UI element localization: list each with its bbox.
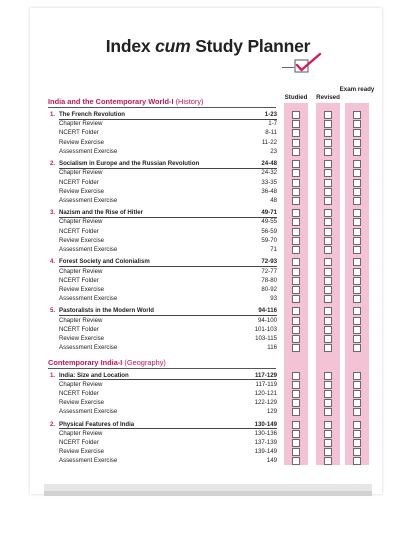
list-item: [48, 438, 277, 447]
chapter-number: 4.: [50, 258, 56, 266]
checkbox-icon[interactable]: [292, 307, 300, 315]
item-label: Assessment Exercise: [59, 457, 118, 465]
checkbox-icon[interactable]: [353, 129, 361, 137]
page-stack-edge: [44, 484, 372, 491]
checkbox-icon[interactable]: [353, 421, 361, 429]
list-item: [48, 389, 277, 398]
list-item: [48, 245, 277, 254]
item-pages: 94-100: [258, 316, 277, 324]
checkbox-icon[interactable]: [324, 307, 332, 315]
checkbox-icon[interactable]: [292, 246, 300, 254]
column-header-studied: Studied: [284, 94, 308, 101]
item-pages: 72-77: [261, 267, 277, 275]
item-pages: 49-55: [261, 218, 277, 226]
checkbox-icon[interactable]: [353, 457, 361, 465]
checkbox-icon[interactable]: [324, 344, 332, 352]
list-item: [48, 138, 277, 147]
checkbox-icon[interactable]: [324, 439, 332, 447]
checkbox-icon[interactable]: [292, 408, 300, 416]
checkbox-icon[interactable]: [292, 179, 300, 187]
checkbox-icon[interactable]: [324, 457, 332, 465]
item-label: NCERT Folder: [59, 178, 99, 186]
list-item: [48, 325, 277, 334]
item-pages: 80-92: [261, 285, 277, 293]
list-item: [48, 285, 277, 294]
item-label: Chapter Review: [59, 316, 103, 324]
checkbox-icon[interactable]: [292, 228, 300, 236]
checkbox-icon[interactable]: [353, 197, 361, 205]
item-label: Assessment Exercise: [59, 246, 118, 254]
checkbox-icon[interactable]: [324, 295, 332, 303]
checkbox-icon[interactable]: [292, 169, 300, 177]
item-pages: 23: [270, 147, 277, 155]
item-pages: 137-139: [254, 439, 277, 447]
checkbox-icon[interactable]: [353, 295, 361, 303]
checkbox-icon[interactable]: [292, 277, 300, 285]
checkbox-icon[interactable]: [324, 335, 332, 343]
list-item: [48, 196, 277, 205]
checkbox-icon[interactable]: [353, 335, 361, 343]
checkbox-icon[interactable]: [324, 129, 332, 137]
item-label: Chapter Review: [59, 429, 103, 437]
item-label: Chapter Review: [59, 120, 103, 128]
list-item: [48, 456, 277, 465]
checkbox-icon[interactable]: [292, 209, 300, 217]
checkbox-icon[interactable]: [353, 277, 361, 285]
chapter-title: India: Size and Location: [59, 371, 129, 379]
item-label: Review Exercise: [59, 399, 105, 407]
checkmark-box-icon: [294, 52, 322, 74]
item-label: Review Exercise: [59, 448, 105, 456]
chapter-pages: 117-129: [254, 371, 277, 379]
checkbox-icon[interactable]: [292, 120, 300, 128]
item-pages: 1-7: [268, 120, 277, 128]
chapter-number: 3.: [50, 209, 56, 217]
checkbox-icon[interactable]: [324, 218, 332, 226]
section-heading: India and the Contemporary World-I (History): [48, 97, 204, 106]
item-label: Assessment Exercise: [59, 408, 118, 416]
checkbox-icon[interactable]: [324, 139, 332, 147]
item-label: NCERT Folder: [59, 439, 99, 447]
checkbox-icon[interactable]: [292, 421, 300, 429]
item-label: Assessment Exercise: [59, 147, 118, 155]
column-header-exam-ready: Exam ready: [339, 86, 375, 93]
checkbox-icon[interactable]: [292, 268, 300, 276]
checkbox-icon[interactable]: [353, 139, 361, 147]
checkbox-icon[interactable]: [292, 139, 300, 147]
checkbox-icon[interactable]: [324, 179, 332, 187]
checkbox-icon[interactable]: [324, 317, 332, 325]
checkbox-icon[interactable]: [324, 326, 332, 334]
checkbox-icon[interactable]: [353, 120, 361, 128]
item-label: Chapter Review: [59, 218, 103, 226]
checkbox-icon[interactable]: [353, 344, 361, 352]
list-item: [48, 316, 277, 325]
checkbox-icon[interactable]: [353, 381, 361, 389]
chapter-number: 2.: [50, 420, 56, 428]
chapter-pages: 72-93: [261, 258, 277, 266]
checkbox-icon[interactable]: [324, 430, 332, 438]
item-label: Review Exercise: [59, 236, 105, 244]
checkbox-icon[interactable]: [324, 169, 332, 177]
checkbox-icon[interactable]: [292, 295, 300, 303]
page-title: Index cum Study Planner: [105, 36, 311, 56]
chapter-row: [48, 257, 277, 266]
item-label: Review Exercise: [59, 187, 105, 195]
checkbox-icon[interactable]: [292, 111, 300, 119]
checkbox-icon[interactable]: [353, 326, 361, 334]
checkbox-icon[interactable]: [292, 237, 300, 245]
checkbox-icon[interactable]: [353, 237, 361, 245]
item-pages: 59-70: [261, 236, 277, 244]
checkbox-icon[interactable]: [324, 286, 332, 294]
checkbox-icon[interactable]: [353, 390, 361, 398]
checkbox-icon[interactable]: [353, 399, 361, 407]
section-heading: Contemporary India-I (Geography): [48, 357, 166, 367]
checkbox-icon[interactable]: [353, 430, 361, 438]
item-label: NCERT Folder: [59, 389, 99, 397]
chapter-number: 5.: [50, 307, 56, 315]
checkbox-icon[interactable]: [324, 277, 332, 285]
checkbox-icon[interactable]: [353, 317, 361, 325]
list-item: [48, 380, 277, 389]
list-item: [48, 294, 277, 303]
chapter-row: [48, 159, 277, 168]
checkbox-icon[interactable]: [353, 372, 361, 380]
chapter-pages: 94-116: [258, 307, 277, 315]
checkbox-icon[interactable]: [353, 160, 361, 168]
list-item: [48, 187, 277, 196]
list-item: [48, 227, 277, 236]
list-item: [48, 217, 277, 226]
chapter-title: Socialism in Europe and the Russian Revolution: [59, 160, 200, 168]
item-pages: 56-59: [261, 227, 277, 235]
checkbox-icon[interactable]: [353, 209, 361, 217]
list-item: [48, 407, 277, 416]
chapter-row: [48, 420, 277, 429]
chapter-row: [48, 371, 277, 380]
item-pages: 122-129: [254, 399, 277, 407]
item-label: NCERT Folder: [59, 325, 99, 333]
chapter-row: [48, 306, 277, 315]
checkbox-icon[interactable]: [292, 317, 300, 325]
checkbox-icon[interactable]: [353, 246, 361, 254]
item-label: Chapter Review: [59, 169, 103, 177]
checkbox-icon[interactable]: [353, 307, 361, 315]
section-rule: [48, 107, 276, 108]
checkbox-icon[interactable]: [353, 448, 361, 456]
item-label: Chapter Review: [59, 380, 103, 388]
checkbox-icon[interactable]: [353, 169, 361, 177]
checkbox-icon[interactable]: [292, 197, 300, 205]
checkbox-icon[interactable]: [292, 457, 300, 465]
list-item: [48, 267, 277, 276]
item-label: NCERT Folder: [59, 227, 99, 235]
item-label: NCERT Folder: [59, 129, 99, 137]
checkbox-icon[interactable]: [324, 237, 332, 245]
item-pages: 139-149: [254, 448, 277, 456]
checkbox-icon[interactable]: [353, 258, 361, 266]
checkbox-icon[interactable]: [292, 390, 300, 398]
item-pages: 117-119: [255, 380, 277, 388]
item-pages: 130-136: [254, 429, 277, 437]
checkbox-icon[interactable]: [292, 258, 300, 266]
item-label: Review Exercise: [59, 138, 105, 146]
checkbox-icon[interactable]: [292, 372, 300, 380]
item-pages: 101-103: [254, 325, 277, 333]
list-item: [48, 447, 277, 456]
title-dash: [282, 67, 294, 68]
checkbox-icon[interactable]: [324, 228, 332, 236]
item-pages: 78-80: [261, 276, 277, 284]
checkbox-icon[interactable]: [292, 148, 300, 156]
item-pages: 103-115: [255, 335, 277, 343]
checkbox-icon[interactable]: [324, 408, 332, 416]
checkbox-icon[interactable]: [324, 209, 332, 217]
item-label: Assessment Exercise: [59, 196, 118, 204]
list-item: [48, 343, 277, 352]
checkbox-icon[interactable]: [353, 188, 361, 196]
checkbox-icon[interactable]: [292, 160, 300, 168]
list-item: [48, 429, 277, 438]
chapter-title: Pastoralists in the Modern World: [59, 307, 155, 315]
checkbox-icon[interactable]: [353, 268, 361, 276]
item-pages: 24-32: [261, 169, 277, 177]
list-item: [48, 168, 277, 177]
item-label: Assessment Exercise: [59, 295, 118, 303]
chapter-pages: 24-48: [261, 160, 277, 168]
checkbox-icon[interactable]: [353, 228, 361, 236]
checkbox-icon[interactable]: [324, 111, 332, 119]
list-item: [48, 128, 277, 137]
item-label: NCERT Folder: [59, 276, 99, 284]
list-item: [48, 178, 277, 187]
item-label: Chapter Review: [59, 267, 103, 275]
checkbox-icon[interactable]: [292, 399, 300, 407]
checkbox-icon[interactable]: [353, 408, 361, 416]
item-pages: 48: [270, 196, 277, 204]
checkbox-icon[interactable]: [324, 258, 332, 266]
checkbox-icon[interactable]: [324, 120, 332, 128]
chapter-title: Forest Society and Colonialism: [59, 258, 150, 266]
item-pages: 8-11: [265, 129, 277, 137]
item-pages: 33-35: [261, 178, 277, 186]
chapter-row: [48, 110, 277, 119]
item-pages: 71: [270, 246, 277, 254]
list-item: [48, 398, 277, 407]
checkbox-icon[interactable]: [324, 188, 332, 196]
checkbox-icon[interactable]: [292, 439, 300, 447]
chapter-number: 1.: [50, 111, 56, 118]
checkbox-icon[interactable]: [353, 286, 361, 294]
checkbox-icon[interactable]: [324, 246, 332, 254]
item-pages: 36-48: [261, 187, 277, 195]
checkbox-icon[interactable]: [324, 381, 332, 389]
chapter-row: [48, 208, 277, 217]
item-label: Assessment Exercise: [59, 344, 118, 352]
item-label: Review Exercise: [59, 335, 105, 343]
checkbox-icon[interactable]: [324, 448, 332, 456]
item-pages: 120-121: [254, 389, 277, 397]
item-pages: 129: [266, 408, 277, 416]
section-rule: [48, 368, 276, 369]
checkbox-icon[interactable]: [324, 421, 332, 429]
chapter-number: 2.: [50, 160, 56, 168]
checkbox-icon[interactable]: [353, 148, 361, 156]
list-item: [48, 236, 277, 245]
title-wrap: [0, 36, 416, 57]
checkbox-icon[interactable]: [292, 129, 300, 137]
checkbox-icon[interactable]: [292, 188, 300, 196]
column-header-revised: Revised: [316, 94, 340, 101]
checkbox-icon[interactable]: [353, 111, 361, 119]
chapter-number: 1.: [50, 371, 56, 379]
list-item: [48, 147, 277, 156]
chapter-title: Physical Features of India: [59, 420, 135, 428]
checkbox-icon[interactable]: [292, 381, 300, 389]
chapter-title: The French Revolution: [59, 111, 126, 118]
page-stack-edge-shadow: [44, 491, 372, 496]
checkbox-icon[interactable]: [292, 326, 300, 334]
item-label: Review Exercise: [59, 285, 105, 293]
checkbox-icon[interactable]: [353, 439, 361, 447]
checkbox-icon[interactable]: [292, 430, 300, 438]
checkbox-icon[interactable]: [292, 448, 300, 456]
checkbox-icon[interactable]: [292, 344, 300, 352]
chapter-pages: 49-71: [261, 209, 277, 217]
checkbox-icon[interactable]: [324, 399, 332, 407]
list-item: [48, 119, 277, 128]
checkbox-icon[interactable]: [292, 286, 300, 294]
chapter-pages: 130-149: [254, 420, 277, 428]
checkbox-icon[interactable]: [324, 148, 332, 156]
item-pages: 93: [270, 295, 277, 303]
list-item: [48, 334, 277, 343]
checkbox-icon[interactable]: [324, 390, 332, 398]
list-item: [48, 276, 277, 285]
checkbox-icon[interactable]: [324, 372, 332, 380]
checkbox-icon[interactable]: [324, 160, 332, 168]
item-pages: 11-22: [261, 138, 277, 146]
checkbox-icon[interactable]: [353, 218, 361, 226]
checkbox-icon[interactable]: [292, 335, 300, 343]
checkbox-icon[interactable]: [324, 197, 332, 205]
item-pages: 149: [266, 457, 277, 465]
chapter-title: Nazism and the Rise of Hitler: [59, 209, 143, 217]
chapter-pages: 1-23: [264, 111, 277, 118]
checkbox-icon[interactable]: [292, 218, 300, 226]
checkbox-icon[interactable]: [324, 268, 332, 276]
item-pages: 116: [267, 344, 277, 352]
checkbox-icon[interactable]: [353, 179, 361, 187]
